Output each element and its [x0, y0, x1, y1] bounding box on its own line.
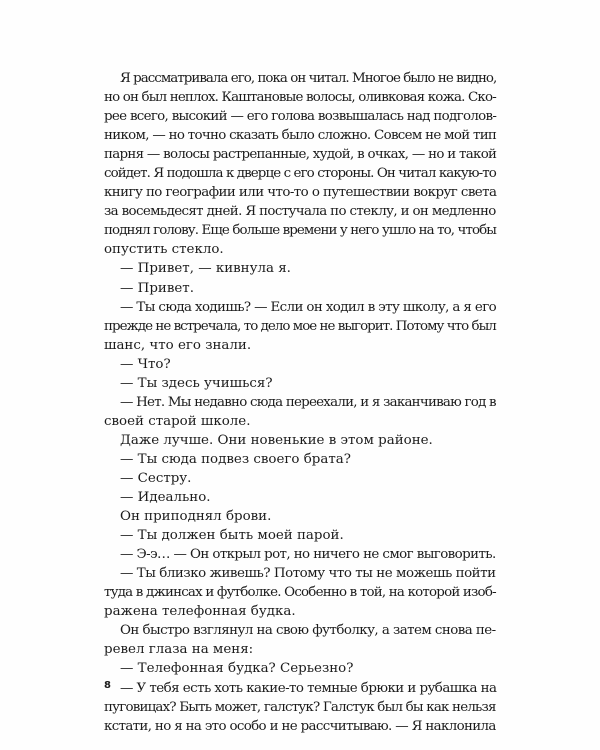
- text-line: книгу по географии или что-то о путешествии вокруг света: [104, 185, 497, 201]
- text-line: — Ты должен быть моей парой.: [120, 528, 344, 544]
- text-line: — Что?: [120, 356, 171, 372]
- text-line: туда в джинсах и футболке. Особенно в той, на которой изоб-: [104, 585, 496, 601]
- text-line: — Ты здесь учишься?: [120, 375, 273, 391]
- text-line: но он был неплох. Каштановые волосы, оливковая кожа. Ско-: [104, 90, 496, 106]
- text-line: — Привет, — кивнула я.: [120, 261, 291, 277]
- page-number: 8: [104, 680, 111, 691]
- text-line: — Э-э… — Он открыл рот, но ничего не смог выговорить.: [120, 547, 496, 563]
- text-line: парня — волосы растрепанные, худой, в очках, — но и такой: [104, 147, 497, 163]
- text-line: — Нет. Мы недавно сюда переехали, и я заканчиваю год в: [120, 394, 496, 410]
- text-line: ником, — но точно сказать было сложно. Совсем не мой тип: [104, 128, 497, 144]
- text-line: — Ты близко живешь? Потому что ты не можешь пойти: [120, 566, 496, 582]
- text-line: — Сестру.: [120, 470, 192, 486]
- text-line: шанс, что его знали.: [104, 337, 252, 353]
- text-line: — Ты сюда подвез своего брата?: [120, 451, 351, 467]
- text-line: Даже лучше. Они новенькие в этом районе.: [120, 432, 433, 448]
- text-line: сойдет. Я подошла к дверце с его стороны. Он читал какую-то: [104, 166, 496, 182]
- text-line: поднял голову. Еще больше времени у него ушло на то, чтобы: [104, 223, 497, 239]
- text-line: кстати, но я на это особо и не рассчитываю. — Я наклонила: [104, 718, 496, 734]
- text-line: своей старой школе.: [104, 413, 251, 429]
- text-line: Он приподнял брови.: [120, 509, 272, 525]
- text-line: — Телефонная будка? Серьезно?: [120, 661, 354, 677]
- text-line: — Ты сюда ходишь? — Если он ходил в эту школу, а я его: [120, 299, 497, 315]
- text-line: пуговицах? Быть может, галстук? Галстук был бы как нельзя: [104, 699, 496, 715]
- text-line: ревел глаза на меня:: [104, 642, 254, 658]
- text-line: опустить стекло.: [104, 242, 224, 258]
- text-line: — Привет.: [120, 280, 194, 296]
- text-line: — Идеально.: [120, 490, 211, 506]
- text-line: прежде не встречала, то дело мое не выгорит. Потому что был: [104, 318, 496, 334]
- text-line: Он быстро взглянул на свою футболку, а затем снова пе-: [120, 623, 496, 639]
- text-line: Я рассматривала его, пока он читал. Многое было не видно,: [120, 71, 497, 86]
- text-line: рее всего, высокий — его голова возвышалась над подголов-: [104, 109, 497, 125]
- text-line: за восемьдесят дней. Я постучала по стеклу, и он медленно: [104, 204, 496, 220]
- text-line: ражена телефонная будка.: [104, 604, 296, 620]
- body-text: [104, 69, 496, 736]
- text-line: — У тебя есть хоть какие-то темные брюки и рубашка на: [120, 680, 497, 696]
